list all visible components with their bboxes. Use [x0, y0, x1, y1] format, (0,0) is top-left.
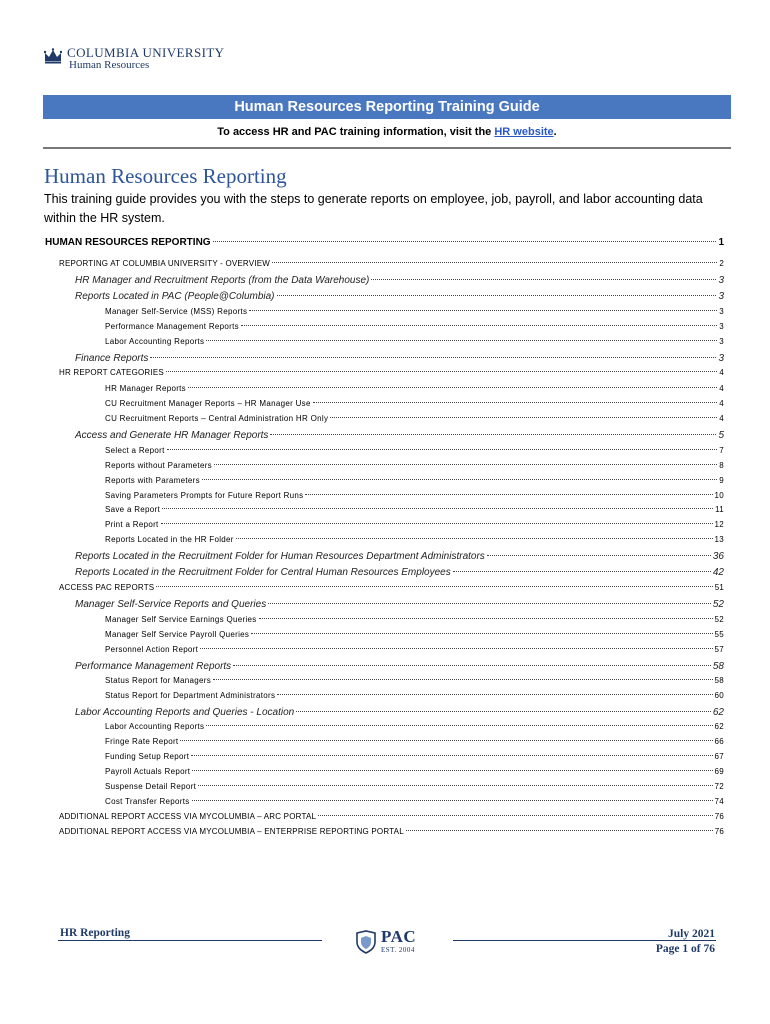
footer-divider-left	[58, 940, 322, 941]
access-prefix: To access HR and PAC training information, visit the	[217, 126, 495, 138]
toc-page-number: 52	[714, 615, 724, 624]
toc-page-number: 3	[719, 307, 724, 316]
toc-leader	[213, 241, 717, 242]
columbia-logo	[44, 46, 224, 72]
toc-leader	[214, 464, 717, 465]
toc-leader	[188, 387, 717, 388]
toc-entry-title: HR REPORT CATEGORIES	[59, 368, 164, 377]
toc-page-number: 55	[714, 630, 724, 639]
toc-page-number: 58	[714, 676, 724, 685]
toc-entry[interactable]	[45, 237, 724, 248]
toc-entry[interactable]	[105, 461, 724, 470]
toc-leader	[313, 402, 718, 403]
toc-page-number: 76	[714, 827, 724, 836]
toc-entry-title: Funding Setup Report	[105, 752, 190, 761]
toc-entry-title: HUMAN RESOURCES REPORTING	[45, 237, 211, 248]
toc-entry[interactable]	[75, 353, 724, 364]
university-name: COLUMBIA UNIVERSITY	[67, 45, 225, 60]
toc-entry[interactable]	[105, 767, 724, 776]
toc-page-number: 67	[714, 752, 724, 761]
toc-leader	[305, 494, 712, 495]
toc-leader	[192, 770, 712, 771]
toc-entry[interactable]	[75, 291, 724, 302]
toc-leader	[249, 310, 717, 311]
toc-entry[interactable]	[105, 535, 724, 544]
toc-leader	[272, 262, 717, 263]
toc-entry-title: Suspense Detail Report	[105, 782, 197, 791]
toc-entry[interactable]	[105, 520, 724, 529]
pac-shield-icon	[355, 930, 377, 954]
toc-leader	[156, 586, 712, 587]
toc-entry[interactable]	[75, 661, 724, 672]
toc-page-number: 2	[719, 259, 724, 268]
toc-leader	[162, 508, 713, 509]
toc-page-number: 51	[714, 583, 724, 592]
toc-entry[interactable]	[105, 691, 724, 700]
toc-page-number: 3	[719, 337, 724, 346]
toc-leader	[268, 603, 711, 604]
toc-entry-title: Saving Parameters Prompts for Future Report Runs	[105, 491, 304, 500]
access-info-line	[43, 125, 731, 139]
toc-page-number: 11	[715, 505, 724, 514]
toc-leader	[191, 755, 712, 756]
section-heading: Human Resources Reporting	[44, 164, 287, 188]
toc-page-number: 12	[714, 520, 724, 529]
toc-entry[interactable]	[105, 630, 724, 639]
toc-entry[interactable]	[59, 812, 724, 821]
toc-leader	[166, 371, 717, 372]
toc-entry-title: Manager Self Service Payroll Queries	[105, 630, 250, 639]
toc-entry-title: Payroll Actuals Report	[105, 767, 191, 776]
toc-entry-title: HR Manager Reports	[105, 384, 186, 393]
toc-entry-title: Reports Located in the HR Folder	[105, 535, 234, 544]
toc-entry[interactable]	[105, 505, 724, 514]
toc-entry[interactable]	[105, 476, 724, 485]
toc-page-number: 36	[712, 551, 724, 562]
toc-entry[interactable]	[105, 722, 724, 731]
pac-logo	[355, 928, 416, 956]
toc-page-number: 60	[714, 691, 724, 700]
toc-entry-title: Manager Self-Service Reports and Queries	[75, 599, 267, 610]
toc-entry-title: ACCESS PAC REPORTS	[59, 583, 155, 592]
toc-page-number: 8	[719, 461, 724, 470]
toc-page-number: 4	[719, 399, 724, 408]
toc-page-number: 62	[714, 722, 724, 731]
toc-entry[interactable]	[105, 737, 724, 746]
toc-entry[interactable]	[105, 491, 724, 500]
department-name: Human Resources	[69, 59, 150, 71]
toc-entry[interactable]	[105, 384, 724, 393]
toc-entry[interactable]	[105, 645, 724, 654]
toc-entry-title: Save a Report	[105, 505, 161, 514]
toc-leader	[296, 711, 711, 712]
toc-entry[interactable]	[75, 567, 724, 578]
toc-leader	[167, 449, 718, 450]
toc-entry[interactable]	[59, 368, 724, 377]
toc-leader	[180, 740, 712, 741]
toc-page-number: 66	[714, 737, 724, 746]
toc-leader	[192, 800, 713, 801]
toc-page-number: 58	[712, 661, 724, 672]
guide-title-banner: Human Resources Reporting Training Guide	[43, 95, 731, 119]
toc-entry-title: Performance Management Reports	[75, 661, 232, 672]
toc-leader	[277, 295, 717, 296]
toc-entry-title: Access and Generate HR Manager Reports	[75, 430, 269, 441]
pac-logo-text: PAC	[381, 927, 417, 946]
toc-leader	[198, 785, 712, 786]
toc-page-number: 1	[718, 237, 724, 248]
toc-entry-title: Personnel Action Report	[105, 645, 199, 654]
toc-leader	[206, 725, 712, 726]
toc-leader	[241, 325, 717, 326]
toc-page-number: 7	[719, 446, 724, 455]
toc-entry[interactable]	[105, 446, 724, 455]
toc-leader	[453, 571, 711, 572]
toc-page-number: 3	[719, 322, 724, 331]
hr-website-link[interactable]: HR website	[494, 126, 554, 138]
toc-entry[interactable]	[105, 752, 724, 761]
toc-entry-title: Reports with Parameters	[105, 476, 200, 485]
toc-leader	[251, 633, 712, 634]
access-suffix: .	[553, 126, 557, 138]
toc-entry-title: Performance Management Reports	[105, 322, 239, 331]
toc-page-number: 5	[718, 430, 724, 441]
toc-leader	[236, 538, 713, 539]
toc-leader	[213, 679, 712, 680]
toc-entry[interactable]	[105, 322, 724, 331]
toc-entry[interactable]	[105, 414, 724, 423]
toc-leader	[202, 479, 717, 480]
toc-entry-title: Reports Located in the Recruitment Folder for Central Human Resources Employees	[75, 567, 451, 578]
toc-entry-title: CU Recruitment Reports – Central Administration HR Only	[105, 414, 329, 423]
toc-entry-title: Reports without Parameters	[105, 461, 212, 470]
toc-leader	[406, 830, 713, 831]
toc-entry[interactable]	[75, 707, 724, 718]
toc-entry-title: Select a Report	[105, 446, 165, 455]
toc-entry-title: Manager Self Service Earnings Queries	[105, 615, 257, 624]
toc-entry-title: Status Report for Department Administrators	[105, 691, 276, 700]
toc-entry[interactable]	[75, 551, 724, 562]
toc-entry-title: Manager Self-Service (MSS) Reports	[105, 307, 248, 316]
divider	[43, 147, 731, 149]
toc-entry-title: Reports Located in PAC (People@Columbia)	[75, 291, 275, 302]
toc-entry[interactable]	[59, 259, 724, 268]
toc-leader	[487, 555, 711, 556]
toc-leader	[206, 340, 717, 341]
toc-entry-title: REPORTING AT COLUMBIA UNIVERSITY - OVERVIEW	[59, 259, 271, 268]
toc-entry[interactable]	[75, 275, 724, 286]
toc-entry-title: ADDITIONAL REPORT ACCESS VIA MYCOLUMBIA – ARC PORTAL	[59, 812, 317, 821]
toc-entry[interactable]	[105, 797, 724, 806]
footer-doc-title: HR Reporting	[60, 927, 130, 939]
page-number: Page 1 of 76	[655, 943, 715, 955]
toc-entry-title: Labor Accounting Reports and Queries - Location	[75, 707, 295, 718]
toc-page-number: 3	[718, 353, 724, 364]
toc-leader	[330, 417, 717, 418]
toc-leader	[161, 523, 713, 524]
toc-page-number: 3	[718, 275, 724, 286]
toc-entry-title: ADDITIONAL REPORT ACCESS VIA MYCOLUMBIA – ENTERPRISE REPORTING PORTAL	[59, 827, 404, 836]
footer-date: July 2021	[668, 928, 715, 940]
toc-entry-title: Labor Accounting Reports	[105, 337, 205, 346]
toc-leader	[200, 648, 712, 649]
toc-entry[interactable]	[105, 615, 724, 624]
toc-page-number: 4	[719, 414, 724, 423]
toc-entry[interactable]	[75, 430, 724, 441]
footer-right	[656, 927, 715, 957]
toc-entry[interactable]	[105, 307, 724, 316]
toc-entry-title: Reports Located in the Recruitment Folder for Human Resources Department Administrators	[75, 551, 485, 562]
toc-page-number: 42	[712, 567, 724, 578]
toc-entry-title: Labor Accounting Reports	[105, 722, 205, 731]
toc-page-number: 72	[714, 782, 724, 791]
toc-entry-title: Fringe Rate Report	[105, 737, 179, 746]
toc-page-number: 76	[714, 812, 724, 821]
intro-paragraph: This training guide provides you with the steps to generate reports on employee, job, payroll, and labor accounting data within the HR system.	[44, 192, 703, 225]
toc-page-number: 74	[714, 797, 724, 806]
toc-entry-title: Finance Reports	[75, 353, 149, 364]
toc-leader	[371, 279, 716, 280]
toc-page-number: 57	[714, 645, 724, 654]
toc-entry[interactable]	[59, 583, 724, 592]
toc-entry[interactable]	[105, 676, 724, 685]
toc-leader	[277, 694, 712, 695]
toc-page-number: 52	[712, 599, 724, 610]
toc-page-number: 10	[714, 491, 724, 500]
toc-entry-title: Status Report for Managers	[105, 676, 212, 685]
toc-page-number: 4	[719, 384, 724, 393]
toc-entry[interactable]	[75, 599, 724, 610]
toc-entry[interactable]	[105, 337, 724, 346]
toc-entry-title: HR Manager and Recruitment Reports (from the Data Warehouse)	[75, 275, 370, 286]
toc-leader	[270, 434, 716, 435]
toc-entry[interactable]	[105, 399, 724, 408]
toc-leader	[150, 357, 716, 358]
toc-page-number: 62	[712, 707, 724, 718]
toc-page-number: 13	[714, 535, 724, 544]
toc-entry-title: Print a Report	[105, 520, 159, 529]
toc-leader	[259, 618, 713, 619]
toc-entry-title: Cost Transfer Reports	[105, 797, 190, 806]
crown-icon	[44, 48, 62, 64]
toc-page-number: 3	[718, 291, 724, 302]
toc-page-number: 4	[719, 368, 724, 377]
toc-entry[interactable]	[59, 827, 724, 836]
toc-entry[interactable]	[105, 782, 724, 791]
pac-est-text: EST. 2004	[381, 946, 415, 954]
toc-page-number: 9	[719, 476, 724, 485]
toc-page-number: 69	[714, 767, 724, 776]
toc-entry-title: CU Recruitment Manager Reports – HR Manager Use	[105, 399, 311, 408]
toc-leader	[233, 665, 711, 666]
toc-leader	[318, 815, 713, 816]
